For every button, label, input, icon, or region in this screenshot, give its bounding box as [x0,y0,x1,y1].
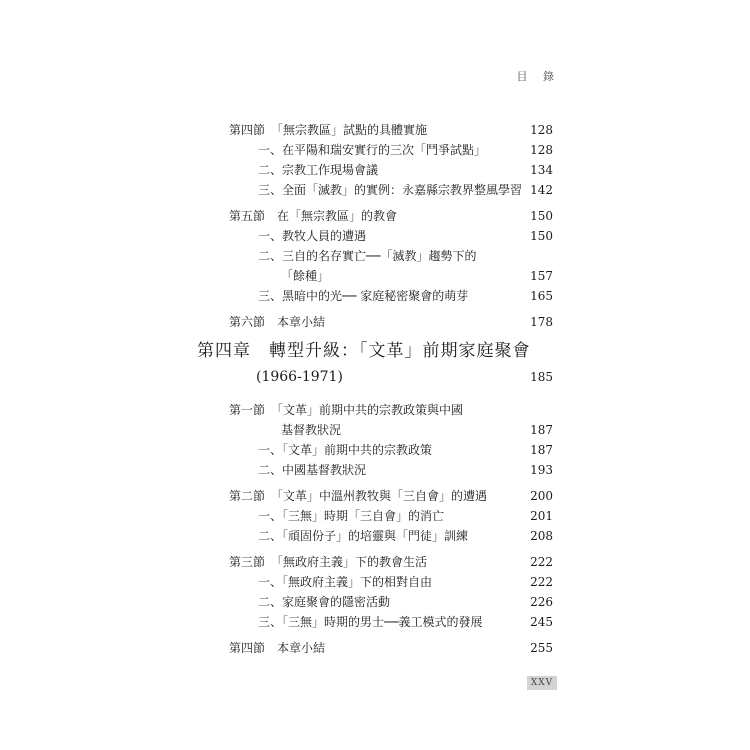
entry-title: 第五節 在「無宗教區」的教會 [229,209,398,223]
entry-page: 157 [530,269,553,283]
toc-section-entry [0,206,750,226]
entry-title: 二、中國基督教狀況 [258,463,367,477]
entry-title: 基督教狀況 [281,423,342,437]
entry-title: 第六節 本章小結 [229,315,326,329]
entry-title: 二、三自的名存實亡──「滅教」趨勢下的 [258,249,477,263]
entry-page: 128 [530,143,553,157]
toc-section-entry [0,400,750,420]
page-number: XXV [527,676,557,690]
entry-title: 三、「三無」時期的男士──義工模式的發展 [258,615,483,629]
toc-section-entry [0,312,750,332]
entry-page: 193 [530,463,553,477]
entry-title: 一、「三無」時期「三自會」的消亡 [258,509,445,523]
entry-title: 三、黑暗中的光── 家庭秘密聚會的萌芽 [258,289,469,303]
entry-page: 178 [530,315,553,329]
toc-item-entry [0,592,750,612]
entry-title: 一、「文革」前期中共的宗教政策 [258,443,433,457]
entry-title: 第一節 「文革」前期中共的宗教政策與中國 [229,403,464,417]
entry-title: 第二節 「文革」中溫州教牧與「三自會」的遭遇 [229,489,488,503]
entry-title: 第三節 「無政府主義」下的教會生活 [229,555,428,569]
table-of-contents [0,120,750,658]
entry-title: 二、「頑固份子」的培靈與「門徒」訓練 [258,529,469,543]
toc-item-entry [0,612,750,632]
entry-page: 142 [530,183,553,197]
toc-item-entry [0,226,750,246]
toc-item-entry [0,160,750,180]
entry-page: 255 [530,641,553,655]
entry-page: 226 [530,595,553,609]
toc-section-entry [0,552,750,572]
entry-title: 第四節 本章小結 [229,641,326,655]
entry-page: 187 [530,443,553,457]
entry-title: 一、「無政府主義」下的相對自由 [258,575,433,589]
entry-page: 200 [530,489,553,503]
entry-title: 一、在平陽和瑞安實行的三次「鬥爭試點」 [258,143,487,157]
chapter-subtitle: (1966-1971) [256,369,343,385]
toc-chapter-continuation [0,364,750,390]
entry-title: 三、全面「滅教」的實例：永嘉縣宗教界整風學習 [258,183,523,197]
toc-item-entry [0,506,750,526]
entry-page: 201 [530,509,553,523]
toc-item-entry [0,180,750,200]
entry-title: 二、家庭聚會的隱密活動 [258,595,391,609]
toc-section-entry [0,638,750,658]
entry-page: 150 [530,229,553,243]
entry-page: 134 [530,163,553,177]
chapter-title: 第四章 轉型升級：「文革」前期家庭聚會 [197,341,531,361]
entry-title: 二、宗教工作現場會議 [258,163,379,177]
toc-item-entry [0,460,750,480]
entry-page: 245 [530,615,553,629]
toc-section-continuation [0,420,750,440]
toc-item-entry [0,440,750,460]
toc-item-entry [0,286,750,306]
toc-section-entry [0,486,750,506]
toc-chapter-entry [0,338,750,364]
toc-section-entry [0,120,750,140]
toc-item-entry [0,140,750,160]
entry-page: 222 [530,555,553,569]
entry-page: 185 [530,370,553,384]
running-head: 目 錄 [516,70,560,83]
entry-title: 「餘種」 [281,269,330,283]
entry-page: 187 [530,423,553,437]
toc-item-entry [0,526,750,546]
entry-page: 128 [530,123,553,137]
entry-page: 208 [530,529,553,543]
toc-item-continuation [0,266,750,286]
toc-item-entry [0,572,750,592]
entry-page: 222 [530,575,553,589]
toc-item-entry [0,246,750,266]
entry-title: 一、教牧人員的遭遇 [258,229,367,243]
entry-page: 150 [530,209,553,223]
entry-page: 165 [530,289,553,303]
entry-title: 第四節 「無宗教區」試點的具體實施 [229,123,428,137]
